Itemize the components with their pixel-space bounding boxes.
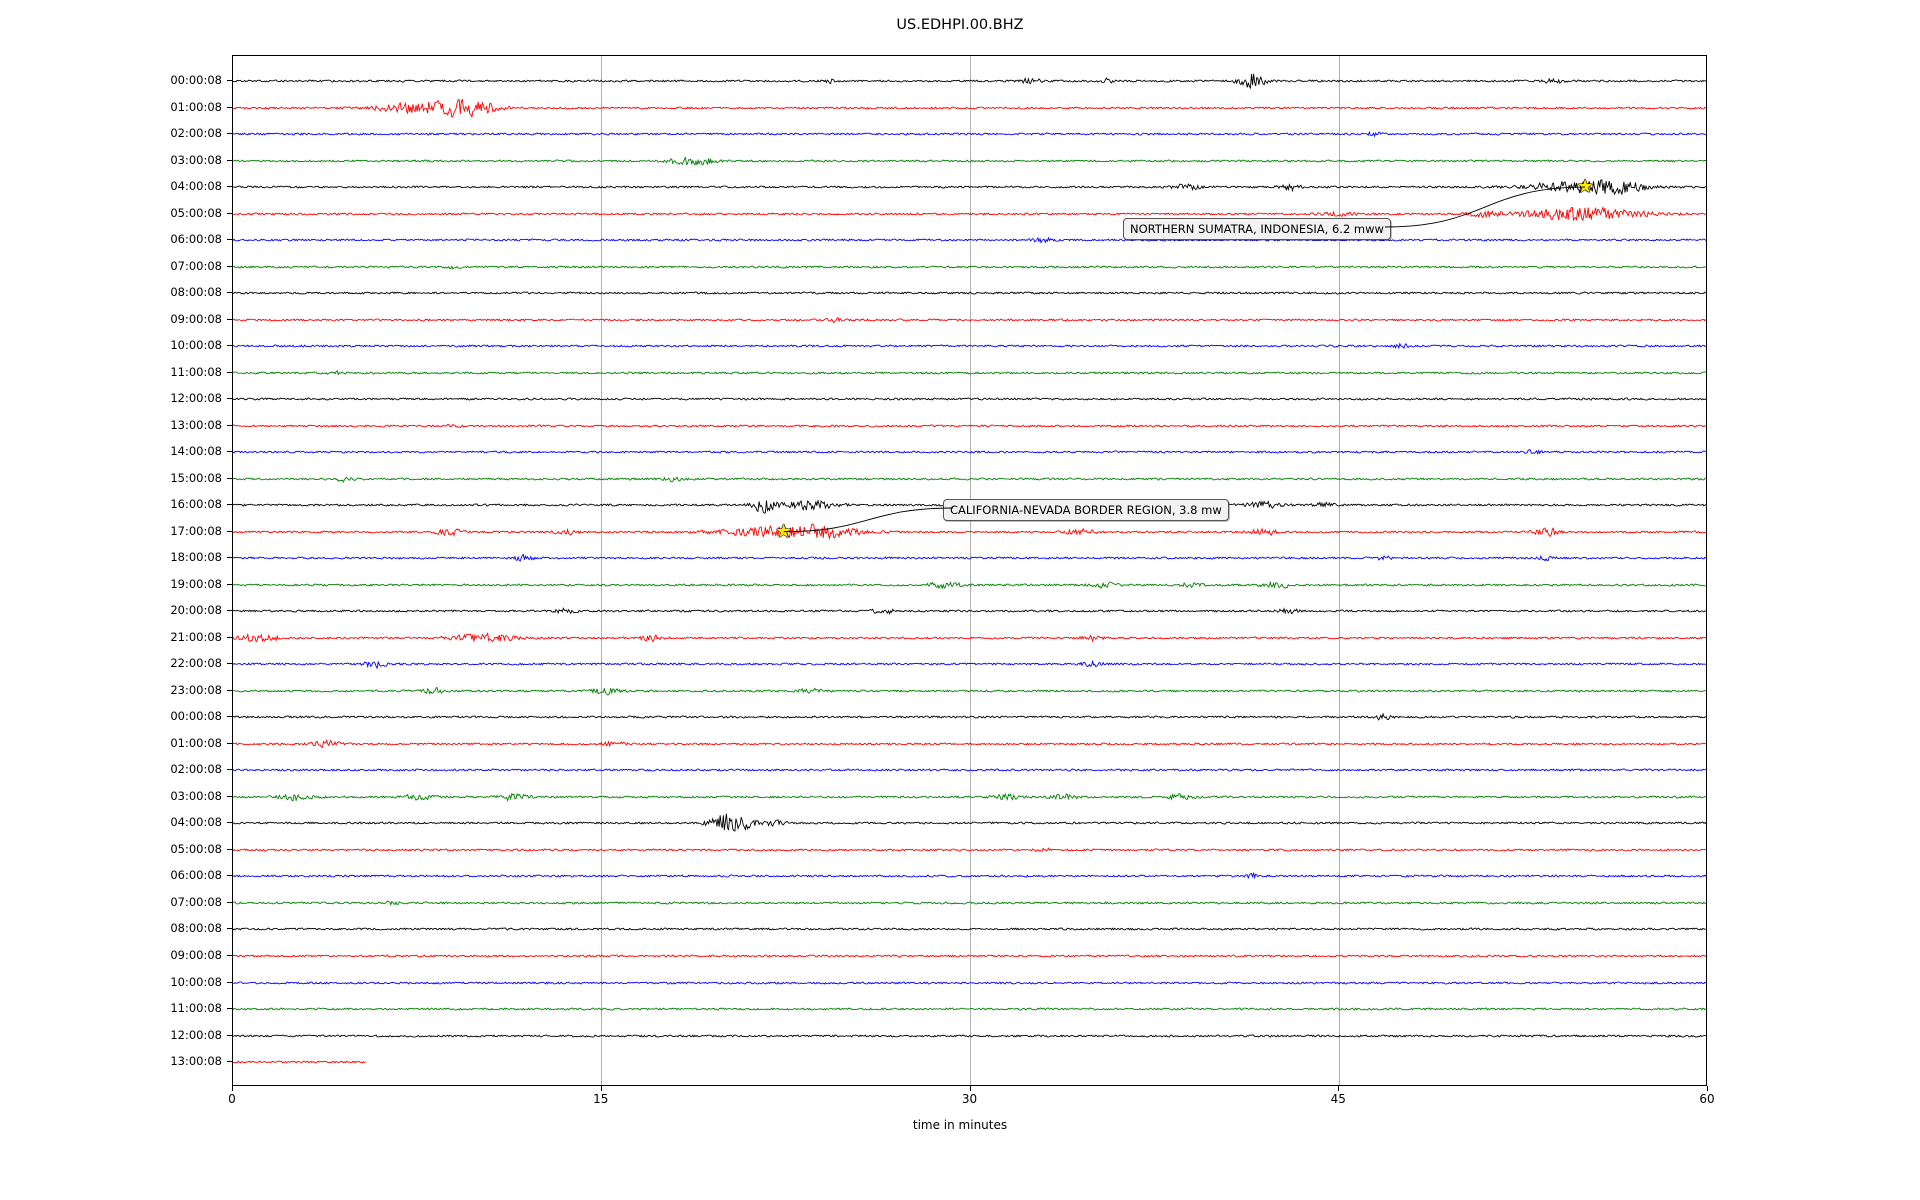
y-tick-mark — [227, 875, 232, 876]
y-tick-mark — [227, 160, 232, 161]
trace-row — [233, 148, 1706, 174]
event-annotation-label: CALIFORNIA-NEVADA BORDER REGION, 3.8 mw — [943, 499, 1229, 521]
trace-line — [233, 1023, 1706, 1049]
trace-line — [233, 360, 1706, 386]
trace-line — [233, 678, 1706, 704]
trace-row — [233, 201, 1706, 227]
y-tick-mark — [227, 372, 232, 373]
trace-row — [233, 121, 1706, 147]
y-tick-mark — [227, 557, 232, 558]
trace-line — [233, 95, 1706, 121]
y-tick-label: 13:00:08 — [170, 1054, 222, 1068]
y-tick-label: 20:00:08 — [170, 603, 222, 618]
trace-line — [233, 996, 1706, 1022]
y-tick-mark — [227, 743, 232, 744]
y-tick-label: 05:00:08 — [170, 841, 222, 856]
y-tick-label: 16:00:08 — [170, 497, 222, 512]
trace-row — [233, 280, 1706, 306]
trace-row — [233, 651, 1706, 677]
y-tick-mark — [227, 186, 232, 187]
y-tick-mark — [227, 1061, 232, 1062]
y-tick-mark — [227, 213, 232, 214]
y-tick-mark — [227, 531, 232, 532]
y-tick-label: 04:00:08 — [170, 179, 222, 194]
trace-row — [233, 227, 1706, 253]
y-tick-mark — [227, 584, 232, 585]
trace-row — [233, 678, 1706, 704]
y-tick-label: 19:00:08 — [170, 576, 222, 591]
trace-row — [233, 704, 1706, 730]
trace-line — [233, 731, 1706, 757]
trace-row — [233, 916, 1706, 942]
trace-line — [233, 386, 1706, 412]
trace-line — [233, 227, 1706, 253]
y-tick-label: 10:00:08 — [170, 338, 222, 353]
y-tick-label: 02:00:08 — [170, 762, 222, 777]
y-tick-mark — [227, 982, 232, 983]
trace-row — [233, 837, 1706, 863]
y-tick-label: 01:00:08 — [170, 735, 222, 750]
y-tick-mark — [227, 928, 232, 929]
trace-row — [233, 572, 1706, 598]
trace-row — [233, 757, 1706, 783]
event-star-marker: ★ — [1576, 175, 1594, 198]
trace-line — [233, 519, 1706, 545]
trace-line — [233, 572, 1706, 598]
trace-line — [233, 174, 1706, 200]
event-star-marker: ★ — [775, 520, 793, 543]
trace-line — [233, 837, 1706, 863]
y-tick-mark — [227, 849, 232, 850]
x-tick-mark — [601, 1086, 602, 1091]
trace-row — [233, 174, 1706, 200]
y-tick-label: 07:00:08 — [170, 258, 222, 273]
y-tick-label: 21:00:08 — [170, 629, 222, 644]
y-tick-label: 08:00:08 — [170, 921, 222, 936]
y-axis-labels — [0, 0, 222, 1200]
trace-row — [233, 466, 1706, 492]
trace-line — [233, 307, 1706, 333]
y-tick-label: 11:00:08 — [170, 1001, 222, 1015]
y-tick-label: 09:00:08 — [170, 311, 222, 326]
trace-row — [233, 943, 1706, 969]
trace-line — [233, 148, 1706, 174]
y-tick-label: 04:00:08 — [170, 815, 222, 830]
y-tick-label: 09:00:08 — [170, 947, 222, 962]
y-tick-label: 03:00:08 — [170, 152, 222, 167]
y-tick-mark — [227, 398, 232, 399]
y-tick-mark — [227, 1008, 232, 1009]
page-title: US.EDHPI.00.BHZ — [896, 17, 1024, 33]
trace-line — [233, 810, 1706, 836]
trace-row — [233, 68, 1706, 94]
y-tick-label: 12:00:08 — [170, 391, 222, 406]
y-tick-mark — [227, 610, 232, 611]
trace-row — [233, 784, 1706, 810]
trace-row — [233, 1023, 1706, 1049]
y-tick-label: 06:00:08 — [170, 868, 222, 883]
y-tick-mark — [227, 902, 232, 903]
y-tick-mark — [227, 690, 232, 691]
trace-line — [233, 545, 1706, 571]
y-tick-mark — [227, 822, 232, 823]
trace-line — [233, 333, 1706, 359]
x-tick-mark — [1338, 1086, 1339, 1091]
y-tick-mark — [227, 637, 232, 638]
trace-line — [233, 863, 1706, 889]
y-tick-label: 08:00:08 — [170, 285, 222, 300]
trace-line — [233, 1049, 1706, 1075]
y-tick-mark — [227, 107, 232, 108]
y-tick-label: 07:00:08 — [170, 894, 222, 909]
trace-line — [233, 201, 1706, 227]
x-tick-label: 60 — [1699, 1092, 1715, 1106]
trace-row — [233, 598, 1706, 624]
y-tick-label: 13:00:08 — [170, 417, 222, 432]
trace-row — [233, 333, 1706, 359]
trace-row — [233, 386, 1706, 412]
y-tick-label: 00:00:08 — [170, 709, 222, 724]
y-tick-label: 22:00:08 — [170, 656, 222, 671]
y-tick-mark — [227, 239, 232, 240]
trace-row — [233, 95, 1706, 121]
event-annotation-label: NORTHERN SUMATRA, INDONESIA, 6.2 mww — [1123, 218, 1391, 240]
y-tick-label: 17:00:08 — [170, 523, 222, 538]
trace-line — [233, 651, 1706, 677]
trace-line — [233, 413, 1706, 439]
trace-line — [233, 784, 1706, 810]
y-tick-mark — [227, 319, 232, 320]
trace-row — [233, 890, 1706, 916]
y-tick-mark — [227, 451, 232, 452]
y-tick-mark — [227, 504, 232, 505]
trace-row — [233, 996, 1706, 1022]
y-tick-label: 10:00:08 — [170, 974, 222, 989]
y-tick-mark — [227, 133, 232, 134]
x-tick-label: 45 — [1330, 1092, 1346, 1106]
y-tick-mark — [227, 80, 232, 81]
trace-line — [233, 254, 1706, 280]
trace-row — [233, 307, 1706, 333]
y-tick-label: 11:00:08 — [170, 364, 222, 379]
y-tick-label: 14:00:08 — [170, 444, 222, 459]
y-tick-mark — [227, 345, 232, 346]
y-tick-label: 00:00:08 — [170, 73, 222, 87]
x-tick-label: 15 — [593, 1092, 609, 1106]
trace-row — [233, 545, 1706, 571]
y-tick-label: 15:00:08 — [170, 470, 222, 485]
y-tick-mark — [227, 955, 232, 956]
trace-line — [233, 970, 1706, 996]
trace-row — [233, 970, 1706, 996]
x-tick-mark — [232, 1086, 233, 1091]
plot-area — [232, 55, 1707, 1086]
trace-line — [233, 943, 1706, 969]
trace-line — [233, 625, 1706, 651]
trace-row — [233, 625, 1706, 651]
trace-line — [233, 466, 1706, 492]
trace-row — [233, 254, 1706, 280]
y-tick-mark — [227, 425, 232, 426]
trace-line — [233, 598, 1706, 624]
trace-line — [233, 757, 1706, 783]
trace-row — [233, 360, 1706, 386]
x-axis-label: time in minutes — [912, 1118, 1008, 1132]
trace-line — [233, 704, 1706, 730]
x-tick-mark — [970, 1086, 971, 1091]
trace-row — [233, 810, 1706, 836]
y-tick-label: 06:00:08 — [170, 232, 222, 247]
trace-row — [233, 1049, 1706, 1075]
trace-row — [233, 439, 1706, 465]
y-tick-mark — [227, 478, 232, 479]
y-tick-label: 05:00:08 — [170, 205, 222, 220]
y-tick-label: 01:00:08 — [170, 99, 222, 114]
trace-row — [233, 731, 1706, 757]
y-tick-mark — [227, 716, 232, 717]
y-tick-label: 23:00:08 — [170, 682, 222, 697]
y-tick-label: 03:00:08 — [170, 788, 222, 803]
y-tick-label: 12:00:08 — [170, 1027, 222, 1042]
trace-line — [233, 916, 1706, 942]
x-tick-label: 0 — [228, 1092, 236, 1106]
trace-row — [233, 413, 1706, 439]
x-tick-mark — [1707, 1086, 1708, 1091]
y-tick-mark — [227, 663, 232, 664]
trace-row — [233, 863, 1706, 889]
trace-line — [233, 121, 1706, 147]
trace-row — [233, 519, 1706, 545]
y-tick-label: 02:00:08 — [170, 126, 222, 140]
trace-line — [233, 280, 1706, 306]
trace-line — [233, 68, 1706, 94]
y-tick-mark — [227, 796, 232, 797]
y-tick-mark — [227, 1035, 232, 1036]
x-tick-label: 30 — [961, 1092, 978, 1106]
y-tick-mark — [227, 769, 232, 770]
trace-line — [233, 890, 1706, 916]
y-tick-mark — [227, 266, 232, 267]
trace-line — [233, 439, 1706, 465]
y-tick-mark — [227, 292, 232, 293]
y-tick-label: 18:00:08 — [170, 550, 222, 565]
